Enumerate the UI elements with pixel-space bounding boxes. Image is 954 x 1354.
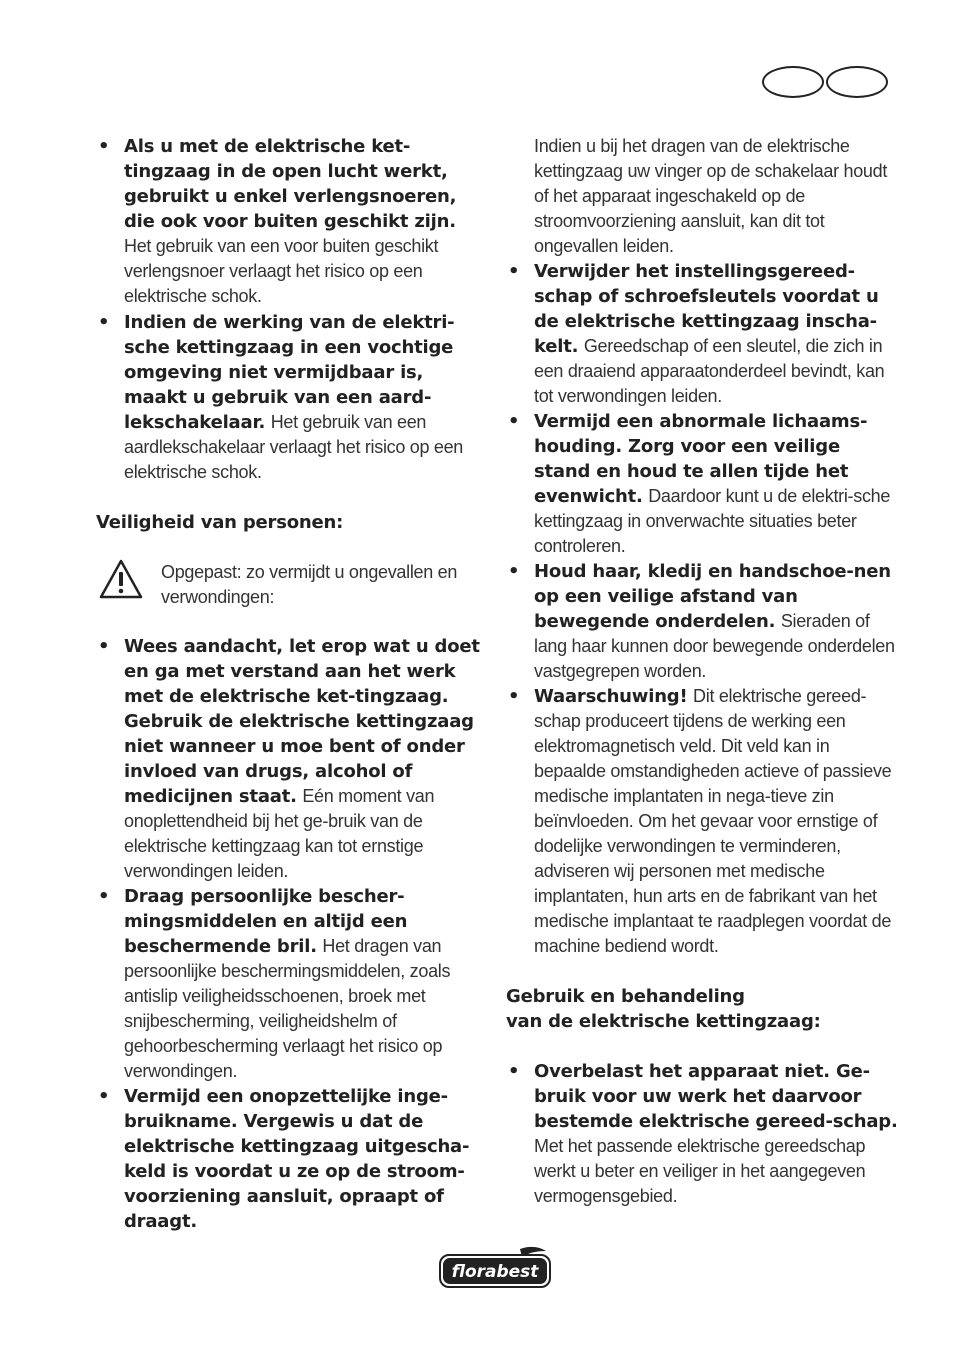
list-item [506,559,898,684]
language-badge [762,66,890,100]
list-item [506,684,898,959]
warning-text: Opgepast: zo vermijdt u ongevallen en verwondingen: [161,562,458,607]
bullet: • [98,886,110,907]
item-regular-text: Daardoor kunt u de elektri-sche kettingzaag in onverwachte situaties beter controleren. [534,486,891,556]
list-item [506,409,898,559]
item-regular-text: Dit elektrische gereed-schap produceert tijdens de werking een elektromagnetisch veld. Dit veld kan in bepaalde omstandigheden actieve of passieve medische implantaten in nega-tieve zin beïnvloeden. Om het gevaar voor ernstige of dodelijke verwondingen te verminderen, adviseren wij personen met medische implantaten, hun arts en de fabrikant van het medische implantaat te raadplegen voordat de machine bediend wordt. [534,686,892,956]
bullet: • [508,686,520,707]
bullet: • [508,561,520,582]
bullet: • [508,1061,520,1082]
list-item [96,634,488,884]
continuation-text: Indien u bij het dragen van de elektrische kettingzaag uw vinger op de schakelaar houdt of het apparaat ingeschakeld op de stroomvoorziening aansluit, kan dit tot ongevallen leiden. [534,136,888,256]
item-bold-text: Waarschuwing! [534,686,688,707]
bullet: • [508,411,520,432]
warning-triangle-icon [98,558,144,600]
item-regular-text: Met het passende elektrische gereedschap werkt u beter en veiliger in het aangegeven vermogensgebied. [534,1136,866,1206]
list-item [506,1059,898,1209]
item-bold-text: Draag persoonlijke bescher-mingsmiddelen en altijd een beschermende bril. [124,886,408,957]
item-bold-text: Overbelast het apparaat niet. Ge-bruik voor uw werk het daarvoor bestemde elektrische gereed-schap. [534,1061,898,1132]
bullet: • [98,136,110,157]
florabest-logo [438,1245,552,1289]
section-heading-use-line-2: van de elektrische kettingzaag: [506,1011,821,1032]
item-regular-text: Gereedschap of een sleutel, die zich in een draaiend apparaatonderdeel bevindt, kan tot verwondingen leiden. [534,336,885,406]
item-regular-text: Het gebruik van een aardlekschakelaar verlaagt het risico op een elektrische schok. [124,412,464,482]
section-heading-persons: Veiligheid van personen: [96,512,344,533]
list-item [96,310,488,485]
section-heading-use-line-1: Gebruik en behandeling [506,986,745,1007]
language-oval-left [762,66,824,98]
item-bold-text: Vermijd een abnormale lichaams-houding. Zorg voor een veilige stand en houd te allen tijde het evenwicht. [534,411,868,507]
item-bold-text: Als u met de elektrische ket-tingzaag in de open lucht werkt, gebruikt u enkel verlengsnoeren, die ook voor buiten geschikt zijn. [124,136,457,232]
language-oval-right [826,66,888,98]
bullet: • [508,261,520,282]
item-bold-text: Houd haar, kledij en handschoe-nen op een veilige afstand van bewegende onderdelen. [534,561,891,632]
item-bold-text: Indien de werking van de elektri-sche kettingzaag in een vochtige omgeving niet vermijdbaar is, maakt u gebruik van een aard-lekschakelaar. [124,312,455,433]
item-bold-text: Wees aandacht, let erop wat u doet en ga met verstand aan het werk met de elektrische ket-tingzaag. Gebruik de elektrische kettingzaag niet wanneer u moe bent of onder invloed van drugs, alcohol of medicijnen staat. [124,636,480,807]
item-regular-text: Het dragen van persoonlijke beschermingsmiddelen, zoals antislip veiligheidsschoenen, broek met snijbescherming, veiligheidshelm of gehoorbescherming verlaagt het risico op verwondingen. [124,936,451,1081]
bullet: • [98,636,110,657]
list-item [96,1084,488,1234]
list-item [96,884,488,1084]
list-item [506,259,898,409]
item-regular-text: Eén moment van onoplettendheid bij het ge-bruik van de elektrische kettingzaag kan tot ernstige verwondingen leiden. [124,786,435,881]
bullet: • [98,312,110,333]
list-item [96,134,488,309]
item-regular-text: Het gebruik van een voor buiten geschikt verlengsnoer verlaagt het risico op een elektrische schok. [124,236,439,306]
item-bold-text: Vermijd een onopzettelijke inge-bruikname. Vergewis u dat de elektrische kettingzaag uitgescha-keld is voordat u ze op de stroom-voorziening aansluit, opraapt of draagt. [124,1086,470,1232]
item-bold-text: Verwijder het instellingsgereed-schap of schroefsleutels voordat u de elektrische kettingzaag inscha-kelt. [534,261,879,357]
bullet: • [98,1086,110,1107]
item-regular-text: Sieraden of lang haar kunnen door bewegende onderdelen vastgegrepen worden. [534,611,895,681]
logo-text: florabest [451,1262,539,1282]
